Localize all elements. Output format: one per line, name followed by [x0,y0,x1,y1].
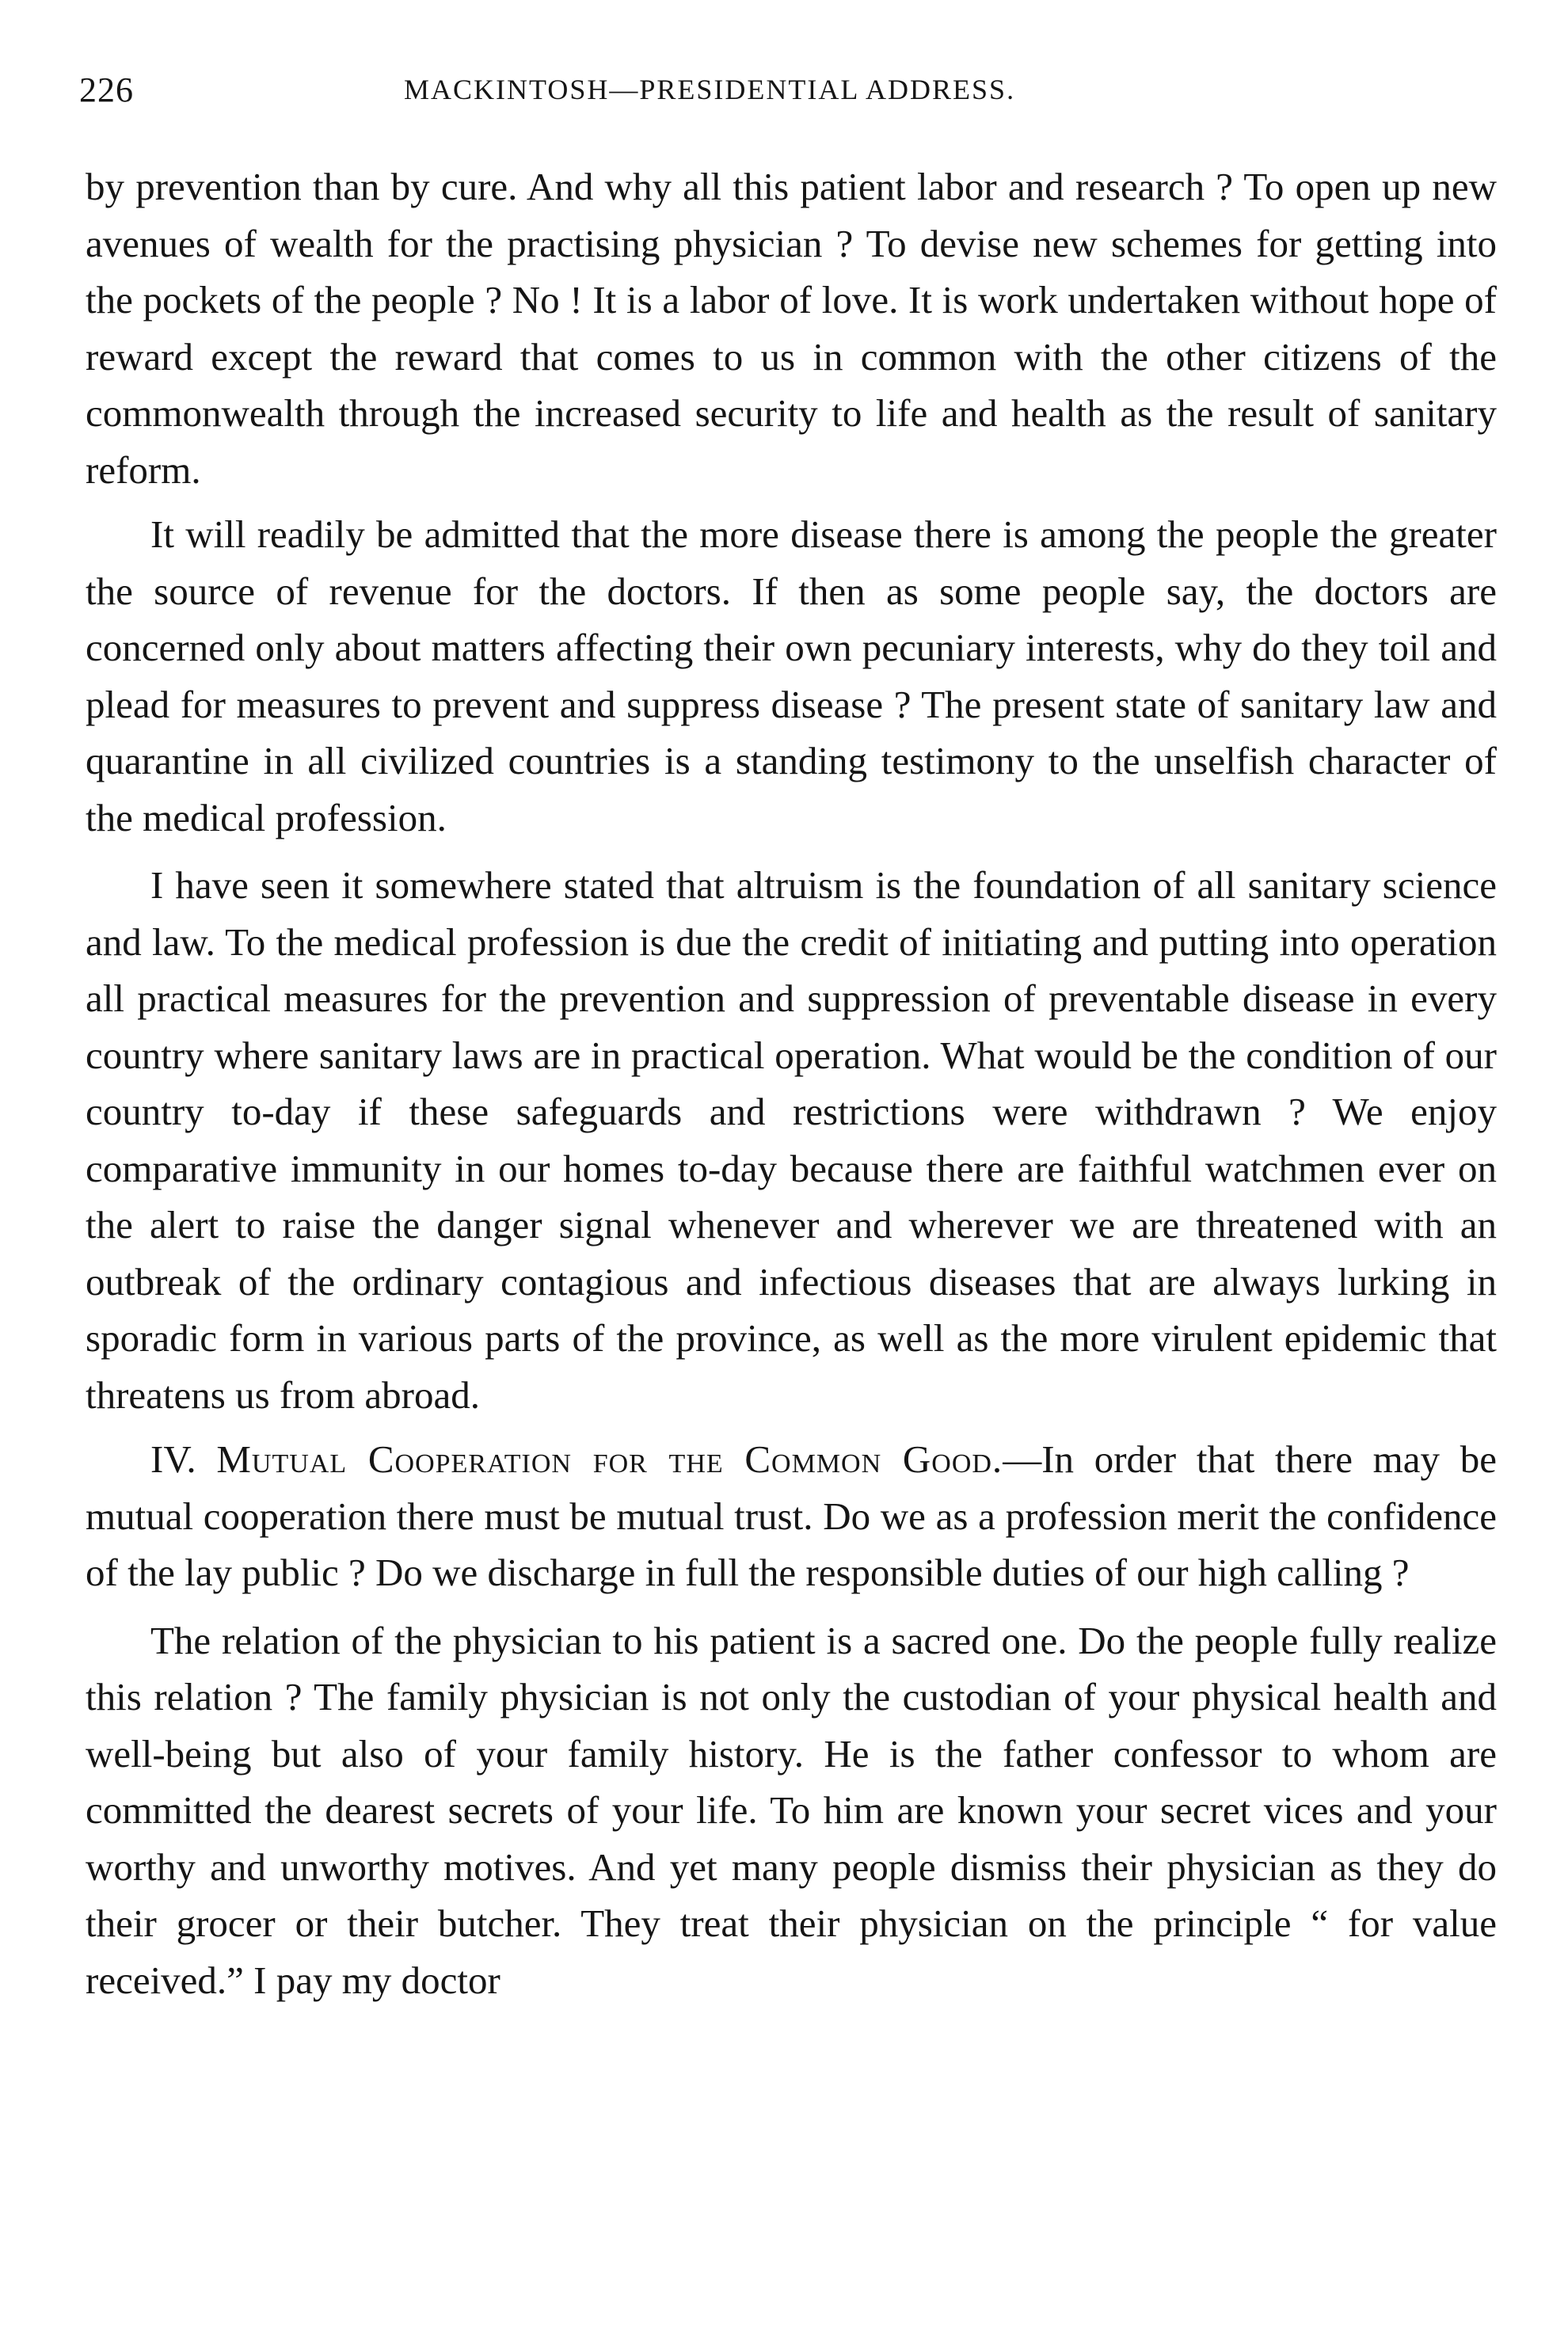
section-text: —In order that there may be mutual cooperation there must be mutual trust. Do we as a profession merit the confidence of the lay public ? Do we discharge in full the responsible duties of our high calling ? [86,1437,1497,1594]
page-number: 226 [79,70,134,109]
section-paragraph [86,1431,1497,1601]
running-head: MACKINTOSH—PRESIDENTIAL ADDRESS. [404,74,1016,105]
section-heading: Mutual Cooperation for the Common Good. [216,1437,1003,1481]
paragraph: I have seen it somewhere stated that altruism is the foundation of all sanitary science and law. To the medical profession is due the credit of initiating and putting into operation all practical measures for the prevention and suppression of preventable disease in every country where sanitary laws are in practical operation. What would be the condition of our country to-day if these safeguards and restrictions were withdrawn ? We enjoy comparative immunity in our homes to-day because there are faithful watchmen ever on the alert to raise the danger signal whenever and wherever we are threatened with an outbreak of the ordinary contagious and infectious diseases that are always lurking in sporadic form in various parts of the province, as well as the more virulent epidemic that threatens us from abroad. [86,863,1497,1417]
body-text [86,158,1497,2008]
section-numeral: IV. [150,1437,196,1481]
paragraph-continuation: by prevention than by cure. And why all this patient labor and research ? To open up new avenues of wealth for the practising physician ? To devise new schemes for getting into the pockets of the people ? No ! It is a labor of love. It is work undertaken without hope of reward except the reward that comes to us in common with the other citizens of the commonwealth through the increased security to life and health as the result of sanitary reform. [86,165,1497,492]
paragraph: It will readily be admitted that the more disease there is among the people the greater the source of revenue for the doctors. If then as some people say, the doctors are concerned only about matters affecting their own pecuniary interests, why do they toil and plead for measures to prevent and suppress disease ? The present state of sanitary law and quarantine in all civilized countries is a standing testimony to the unselfish character of the medical profession. [86,512,1497,839]
paragraph: The relation of the physician to his patient is a sacred one. Do the people fully realize this relation ? The family physician is not only the custodian of your physical health and well-being but also of your family history. He is the father confessor to whom are committed the dearest secrets of your life. To him are known your secret vices and your worthy and unworthy motives. And yet many people dismiss their physician as they do their grocer or their butcher. They treat their physician on the principle “ for value received.” I pay my doctor [86,1618,1497,2002]
page-header [79,70,1497,117]
